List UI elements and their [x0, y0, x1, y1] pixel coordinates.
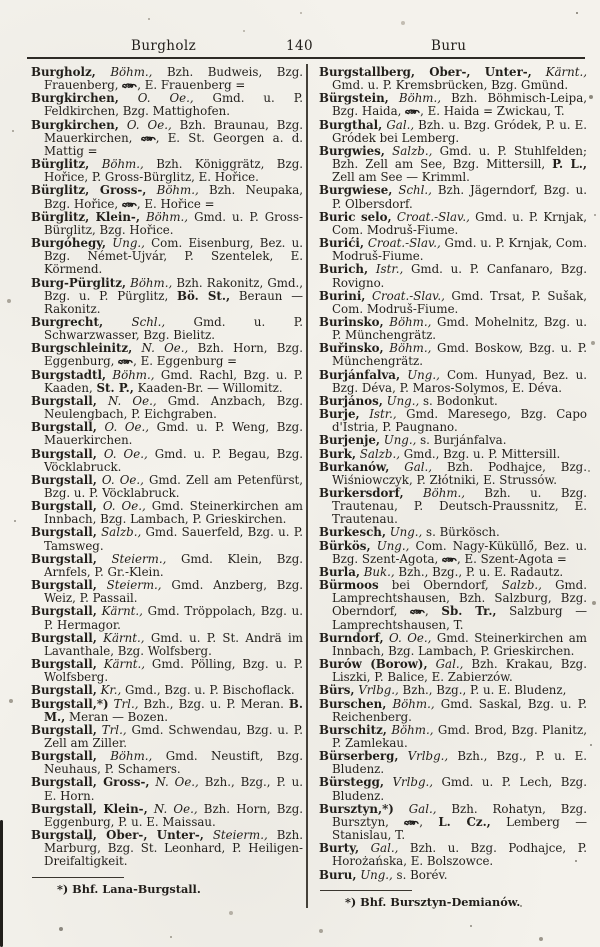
- entry-segment: Burgwies,: [319, 143, 385, 158]
- gazetteer-entry: [319, 263, 587, 289]
- entry-segment: N. Oe.,: [132, 341, 189, 356]
- gazetteer-entry: [319, 145, 587, 184]
- gazetteer-entry: [31, 448, 303, 474]
- gazetteer-entry: [31, 237, 303, 276]
- gazetteer-entry: [319, 842, 587, 868]
- entry-segment: Böhm.,: [95, 65, 153, 79]
- entry-segment: Burgstall,: [31, 657, 97, 672]
- entry-segment: Gmd. Boskow, Bzg. u. P. Münchengrätz.: [332, 341, 587, 369]
- entry-segment: Gmd., Bzg. u. P. Bischoflack.: [121, 683, 295, 698]
- entry-segment: Burla,: [319, 564, 360, 579]
- entry-segment: N. Oe.,: [147, 801, 198, 816]
- entry-segment: Burschitz,: [319, 722, 387, 737]
- entry-segment: Böhm.,: [89, 157, 144, 172]
- entry-segment: s. Borév.: [392, 867, 448, 882]
- entry-segment: Burgstall, Gross-,: [31, 775, 150, 790]
- entry-segment: Bürglitz, Klein-,: [31, 209, 140, 224]
- gazetteer-entry: [31, 277, 303, 316]
- entry-segment: Bzh. Böhmisch-Leipa, Bzg. Haida,: [332, 91, 587, 119]
- entry-segment: Kärnt.,: [96, 657, 146, 672]
- entry-segment: , E. Szent-Agota =: [457, 551, 567, 566]
- entry-segment: Bzh. Marburg, Bzg. St. Leonhard, P. Heiligen-Dreifaltigkeit.: [44, 828, 303, 869]
- entry-segment: , E. Eggenburg =: [133, 354, 238, 369]
- gazetteer-entry: [31, 316, 303, 342]
- entry-segment: Gmd. u. P. Krnjak, Com. Modruš-Fiume.: [332, 209, 588, 237]
- entry-segment: Burg-Pürglitz,: [31, 275, 127, 290]
- entry-segment: Burgholz,: [31, 65, 96, 79]
- gazetteer-entry: [319, 724, 587, 750]
- entry-segment: Salzburg — Lamprechtshausen, T.: [332, 604, 588, 632]
- entry-segment: Bzh. Horn, Bzg. Eggenburg, P. u. E. Maissau.: [44, 801, 303, 829]
- gazetteer-entry: [31, 158, 303, 184]
- entry-segment: Bzh., Bzg., P. u. E. Bludenz,: [398, 683, 567, 698]
- gazetteer-entry: [31, 119, 303, 158]
- entry-segment: Steierm.,: [96, 578, 162, 593]
- entry-segment: Kr.,: [96, 683, 122, 698]
- entry-segment: Com. Nagy-Küküllő, Bez. u. Bzg. Szent-Agota,: [332, 538, 588, 566]
- entry-segment: O. Oe.,: [118, 91, 194, 106]
- gazetteer-entry: [31, 750, 303, 776]
- entry-segment: Burgthal,: [319, 117, 383, 132]
- entry-segment: Gmd. u. P. Stuhlfelden; Bzh. Zell am See, Bzg. Mittersill,: [332, 143, 588, 172]
- entry-segment: Vrlbg.,: [383, 775, 433, 790]
- entry-segment: Burgstall,: [31, 472, 97, 487]
- entry-segment: Bzh. u. Bzg. Podhajce, P. Horożańska, E. Bolszowce.: [332, 841, 587, 869]
- entry-segment: Burgstall,: [31, 446, 97, 461]
- entry-segment: Burgrecht,: [31, 314, 104, 329]
- entry-segment: Croat.-Slav.,: [364, 236, 441, 251]
- entry-segment: Burgstall, Klein-,: [31, 801, 148, 816]
- gazetteer-entry: [319, 487, 587, 526]
- scan-edge-artifact-bar: [0, 820, 3, 947]
- entry-segment: Gmd. Trsat, P. Sušak, Com. Modruš-Fiume.: [332, 288, 587, 316]
- gazetteer-entry: [319, 408, 587, 434]
- entry-segment: Gal.,: [427, 657, 464, 672]
- entry-segment: Bürstegg,: [319, 775, 384, 790]
- gazetteer-entry: [319, 461, 587, 487]
- entry-segment: Meran — Bozen.: [65, 709, 168, 724]
- gazetteer-entry: [319, 211, 587, 237]
- entry-segment: Zell am See — Krimml.: [332, 170, 470, 185]
- gazetteer-entry: [319, 803, 587, 842]
- entry-segment: Bzh. Neupaka, Bzg. Hořice,: [44, 183, 303, 211]
- entry-segment: Gmd. Schwendau, Bzg. u. P. Zell am Ziller.: [44, 722, 304, 750]
- entry-segment: Burgóhegy,: [31, 236, 107, 251]
- gazetteer-entry: [319, 119, 587, 145]
- entry-segment: Gal.,: [359, 841, 399, 856]
- entry-segment: L. Cz.,: [438, 814, 491, 829]
- gazetteer-entry: [31, 184, 303, 210]
- entry-segment: Gmd. Lamprechtshausen, Bzh. Salzburg, Bzg. Oberndorf,: [332, 578, 587, 619]
- entry-segment: Steierm.,: [203, 828, 268, 843]
- entry-segment: Burgstall,: [31, 630, 97, 645]
- gazetteer-entry: [319, 290, 587, 316]
- entry-segment: Bzh. Rakonitz, Gmd., Bzg. u. P. Pürglitz,: [44, 275, 303, 303]
- footnote-text: *) Bhf. Lana-Burgstall.: [57, 881, 201, 896]
- entry-segment: Kärnt.,: [531, 65, 587, 79]
- entry-segment: Ung.,: [400, 367, 440, 382]
- entry-segment: B. M.,: [44, 696, 303, 724]
- entry-segment: Burkanów,: [319, 459, 390, 474]
- entry-segment: Ung.,: [106, 236, 145, 251]
- entry-segment: Burgschleinitz,: [31, 341, 133, 356]
- gazetteer-entry: [319, 579, 587, 632]
- posthorn-icon: [141, 135, 156, 143]
- gazetteer-entry: [319, 750, 587, 776]
- entry-segment: Beraun — Rakonitz.: [44, 288, 303, 316]
- entry-segment: Gmd., Bzg. u. P. Mittersill.: [399, 446, 561, 461]
- entry-segment: Bürkös,: [319, 538, 371, 553]
- gazetteer-entry: [319, 342, 587, 368]
- entry-segment: Bzh., Bzg., P. u. E. Horn.: [44, 775, 303, 803]
- entry-segment: Gmd. u. P. Gross-Bürglitz, Bzg. Hořice.: [44, 209, 303, 237]
- entry-segment: Kärnt.,: [96, 630, 145, 645]
- posthorn-icon: [442, 556, 457, 564]
- entry-segment: Istr.,: [359, 407, 397, 422]
- entry-segment: Burgstall,*): [31, 696, 109, 711]
- entry-segment: Burgstall,: [31, 393, 97, 408]
- gazetteer-entry: [31, 776, 303, 802]
- entry-segment: Burgstall,: [31, 578, 97, 593]
- entry-segment: Burjánfalva,: [319, 367, 401, 382]
- entry-segment: Burje,: [319, 407, 360, 422]
- entry-segment: Gal.,: [382, 117, 415, 132]
- entry-segment: Bürgstein,: [319, 91, 389, 106]
- gazetteer-entry: [319, 184, 587, 210]
- entry-segment: Bö. St.,: [177, 288, 231, 303]
- entry-segment: Bzh., Bzg. u. P. Meran.: [138, 696, 289, 711]
- entry-segment: Gmd. Anzbach, Bzg. Neulengbach, P. Eichgraben.: [44, 393, 303, 422]
- gazetteer-entry: [31, 658, 303, 684]
- column-right: [319, 66, 587, 909]
- gazetteer-entry: [31, 724, 303, 750]
- entry-segment: Salzb.,: [96, 525, 142, 540]
- entry-list-right: [319, 66, 587, 882]
- entry-segment: Burini,: [319, 288, 366, 303]
- entry-segment: Com. Hunyad, Bez. u. Bzg. Déva, P. Maros-Solymos, E. Déva.: [332, 367, 588, 395]
- entry-segment: Croat.-Slav.,: [391, 209, 470, 224]
- entry-segment: Burgstall,: [31, 551, 97, 566]
- entry-segment: Vrlbg.,: [354, 683, 399, 698]
- entry-segment: Kaaden-Br. — Willomitz.: [133, 380, 283, 395]
- gazetteer-entry: [319, 632, 587, 658]
- entry-segment: , E. Hořice =: [136, 196, 215, 211]
- entry-segment: Gmd. u. P. Lech, Bzg. Bludenz.: [332, 775, 587, 803]
- entry-segment: bei Oberndorf,: [378, 578, 489, 593]
- gazetteer-entry: [31, 369, 303, 395]
- entry-segment: Burkesch,: [319, 525, 386, 540]
- entry-segment: Böhm.,: [126, 275, 173, 290]
- entry-segment: Salzb.,: [356, 446, 400, 461]
- entry-segment: Gmd. Brod, Bzg. Planitz, P. Zamlekau.: [332, 722, 587, 750]
- entry-segment: O. Oe.,: [96, 420, 149, 435]
- entry-segment: Bzh., Bzg., P. u. E. Bludenz.: [332, 749, 587, 777]
- entry-segment: Gmd. u. P. Kremsbrücken, Bzg. Gmünd.: [332, 78, 569, 93]
- entry-segment: P. L.,: [552, 157, 587, 172]
- entry-segment: Burinsko,: [319, 314, 384, 329]
- entry-segment: Gmd. Maresego, Bzg. Capo d'Istria, P. Paugnano.: [332, 407, 587, 435]
- entry-segment: Gmd. Neustift, Bzg. Neuhaus, P. Schamers.: [44, 749, 303, 777]
- entry-segment: Gmd. Rachl, Bzg. u. P. Kaaden,: [44, 367, 304, 395]
- entry-segment: Bzh. Podhajce, Bzg. Wiśniowczyk, P. Złótniki, E. Strussów.: [332, 459, 587, 487]
- entry-segment: Lemberg — Stanislau, T.: [332, 814, 587, 843]
- entry-segment: O. Oe.,: [96, 499, 146, 514]
- entry-segment: Bzh. Horn, Bzg. Eggenburg,: [44, 341, 303, 369]
- entry-segment: Bzh. Jägerndorf, Bzg. u. P. Olbersdorf.: [332, 183, 587, 211]
- entry-segment: Gmd. Anzberg, Bzg. Weiz, P. Passail.: [44, 578, 303, 606]
- header-rule: [27, 57, 585, 59]
- entry-segment: Böhm.,: [403, 486, 466, 500]
- entry-segment: Gmd. u. P. Feldkirchen, Bzg. Mattighofen.: [44, 91, 303, 119]
- entry-segment: Böhm.,: [96, 749, 153, 764]
- scan-speckle-artifacts: [148, 18, 150, 20]
- gazetteer-entry: [31, 395, 303, 421]
- entry-segment: Steierm.,: [96, 551, 167, 566]
- entry-segment: Gmd. Sauerfeld, Bzg. u. P. Tamsweg.: [44, 525, 304, 553]
- entry-segment: Gal.,: [389, 459, 432, 474]
- entry-segment: Burkersdorf,: [319, 486, 404, 500]
- gazetteer-entry: [31, 526, 303, 552]
- entry-segment: Bursztyn,*): [319, 801, 394, 816]
- gazetteer-entry: [31, 829, 303, 868]
- entry-segment: Buric selo,: [319, 209, 392, 224]
- entry-segment: Burschen,: [319, 696, 387, 711]
- entry-segment: Buřinsko,: [319, 341, 384, 356]
- gazetteer-entry: [31, 421, 303, 447]
- posthorn-icon: [122, 201, 137, 209]
- entry-segment: Bzh. u. Bzg. Gródek, P. u. E. Gródek bei Lemberg.: [332, 117, 587, 145]
- gazetteer-entry: [319, 776, 587, 802]
- entry-segment: Gmd. Mohelnitz, Bzg. u. P. Münchengrätz.: [332, 314, 587, 343]
- entry-segment: Burgstall,: [31, 604, 97, 619]
- gazetteer-entry: [319, 540, 587, 566]
- entry-segment: s. Burjánfalva.: [416, 433, 507, 448]
- gazetteer-entry: [319, 658, 587, 684]
- gazetteer-entry: [319, 698, 587, 724]
- gazetteer-entry: [31, 211, 303, 237]
- entry-segment: Burgstall,: [31, 420, 97, 435]
- gazetteer-entry: [31, 342, 303, 368]
- entry-segment: Burgstall,: [31, 525, 97, 540]
- entry-segment: Salzb.,: [488, 578, 542, 593]
- entry-segment: s. Bürkösch.: [422, 525, 500, 540]
- entry-segment: Bzh. Braunau, Bzg. Mauerkirchen,: [44, 117, 303, 145]
- entry-segment: Gmd. Steinerkirchen am Innbach, Bzg. Lambach, P. Grieskirchen.: [44, 499, 303, 527]
- entry-segment: Ung.,: [370, 538, 410, 553]
- entry-segment: Gmd. u. P. Canfanaro, Bzg. Rovigno.: [332, 262, 587, 290]
- entry-segment: Ung.,: [382, 393, 420, 408]
- entry-segment: , E. Haida = Zwickau, T.: [420, 104, 565, 119]
- entry-segment: Istr.,: [368, 262, 404, 277]
- entry-segment: Böhm.,: [139, 209, 189, 224]
- gazetteer-entry: [31, 632, 303, 658]
- entry-segment: Bzh. Krakau, Bzg. Liszki, P. Balice, E. Zabierzów.: [332, 657, 587, 685]
- entry-segment: Burgstall,: [31, 722, 97, 737]
- entry-segment: Burndorf,: [319, 630, 384, 645]
- posthorn-icon: [404, 819, 419, 827]
- entry-segment: N. Oe.,: [96, 393, 157, 408]
- entry-segment: N. Oe.,: [149, 775, 199, 790]
- entry-segment: Gmd. u. P. Weng, Bzg. Mauerkirchen.: [44, 420, 303, 448]
- gazetteer-entry: [31, 698, 303, 724]
- entry-segment: Gmd. Saskal, Bzg. u. P. Reichenberg.: [332, 696, 587, 724]
- entry-segment: Böhm.,: [388, 91, 441, 106]
- entry-segment: Gmd. u. P. St. Andrä im Lavanthale, Bzg. Wolfsberg.: [44, 630, 303, 658]
- gazetteer-entry: [31, 803, 303, 829]
- entry-segment: Trl.,: [108, 696, 139, 711]
- gazetteer-entry: [319, 237, 587, 263]
- gazetteer-entry: [319, 92, 587, 118]
- entry-segment: Böhm.,: [386, 722, 434, 737]
- entry-segment: Bürmoos: [319, 578, 379, 593]
- entry-segment: Salzb.,: [384, 143, 433, 158]
- entry-segment: Böhm.,: [146, 183, 199, 198]
- entry-segment: O. Oe.,: [96, 446, 148, 461]
- gazetteer-entry: [319, 869, 587, 882]
- column-divider-rule: [306, 64, 308, 908]
- entry-segment: Burjános,: [319, 393, 383, 408]
- entry-segment: Burgstall,: [31, 749, 97, 764]
- entry-segment: Burgstadtl,: [31, 367, 107, 382]
- entry-segment: Ung.,: [380, 433, 417, 448]
- entry-segment: Gmd. Steinerkirchen am Innbach, Bzg. Lambach, P. Grieskirchen.: [332, 630, 587, 658]
- entry-segment: Burgstall,: [31, 683, 97, 698]
- entry-segment: Böhm.,: [106, 367, 155, 382]
- column-left: [31, 66, 303, 896]
- entry-segment: s. Bodonkut.: [419, 393, 498, 408]
- entry-segment: Burty,: [319, 841, 360, 856]
- entry-segment: Burgkirchen,: [31, 91, 119, 106]
- entry-segment: , E. Frauenberg =: [137, 78, 246, 93]
- entry-segment: Gmd. Tröppolach, Bzg. u. P. Hermagor.: [44, 604, 303, 632]
- entry-segment: Burgkirchen,: [31, 117, 119, 132]
- entry-segment: Burgstall, Ober-, Unter-,: [31, 828, 204, 843]
- gazetteer-entry: [319, 66, 587, 92]
- entry-segment: Bzh. u. Bzg. Trautenau, P. Deutsch-Praussnitz, E. Trautenau.: [332, 486, 588, 527]
- gazetteer-entry: [31, 579, 303, 605]
- entry-segment: Croat.-Slav.,: [365, 288, 445, 303]
- running-header-last-entry: Buru: [431, 38, 467, 54]
- gazetteer-entry: [31, 92, 303, 118]
- gazetteer-entry: [319, 369, 587, 395]
- running-header-first-entry: Burgholz: [131, 38, 197, 54]
- gazetteer-entry: [31, 474, 303, 500]
- entry-segment: Gmd. u. P. Begau, Bzg. Vöcklabruck.: [44, 446, 303, 474]
- entry-segment: Gmd. Klein, Bzg. Arnfels, P. Gr.-Klein.: [44, 551, 303, 579]
- entry-segment: Schl.,: [392, 183, 432, 198]
- gazetteer-entry: [31, 66, 303, 92]
- entry-segment: Burgwiese,: [319, 183, 393, 198]
- entry-segment: Bürglitz, Gross-,: [31, 183, 147, 198]
- gazetteer-entry: [31, 605, 303, 631]
- entry-segment: Böhm.,: [386, 696, 435, 711]
- entry-segment: O. Oe.,: [383, 630, 432, 645]
- entry-segment: Burów (Borow),: [319, 657, 428, 672]
- entry-list-left: [31, 66, 303, 869]
- entry-segment: Com. Eisenburg, Bez. u. Bzg. Német-Ujvár, P. Szentelek, E. Körmend.: [44, 236, 304, 277]
- entry-segment: Burgstallberg, Ober-, Unter-,: [319, 65, 532, 79]
- entry-segment: , E. St. Georgen a. d. Mattig =: [44, 130, 303, 158]
- entry-segment: Ung.,: [385, 525, 423, 540]
- entry-segment: St. P.,: [96, 380, 134, 395]
- posthorn-icon: [410, 608, 425, 616]
- entry-segment: Buk.,: [360, 564, 395, 579]
- entry-segment: Sb. Tr.,: [441, 604, 497, 619]
- entry-segment: Bürglitz,: [31, 157, 90, 172]
- entry-segment: O. Oe.,: [96, 472, 144, 487]
- gazetteer-entry: [31, 553, 303, 579]
- entry-segment: Ung.,: [356, 867, 393, 882]
- posthorn-icon: [118, 358, 133, 366]
- entry-segment: Bzh. Rohatyn, Bzg. Bursztyn,: [332, 801, 587, 829]
- footnote-text: *) Bhf. Bursztyn-Demianów.: [345, 894, 521, 909]
- entry-segment: ,: [425, 604, 442, 619]
- entry-segment: Gmd. u. P. Krnjak, Com. Modruš-Fiume.: [332, 236, 587, 264]
- entry-segment: Gal.,: [393, 801, 437, 816]
- gazetteer-entry: [319, 316, 587, 342]
- entry-segment: Bürserberg,: [319, 749, 399, 764]
- entry-segment: Böhm.,: [383, 314, 432, 329]
- entry-segment: Burjenje,: [319, 433, 380, 448]
- entry-segment: Gmd. Zell am Petenfürst, Bzg. u. P. Vöcklabruck.: [44, 472, 303, 500]
- entry-segment: Gmd. Pölling, Bzg. u. P. Wolfsberg.: [44, 657, 303, 685]
- posthorn-icon: [405, 108, 420, 116]
- entry-segment: Bürs,: [319, 683, 355, 698]
- entry-segment: Bzh. Budweis, Bzg. Frauenberg,: [44, 65, 303, 93]
- entry-segment: O. Oe.,: [118, 117, 172, 132]
- entry-segment: Bzh., Bzg., P. u. E. Radautz.: [394, 564, 564, 579]
- footnote-separator-rule: [320, 890, 412, 891]
- entry-segment: Trl.,: [96, 722, 127, 737]
- entry-segment: Burići,: [319, 236, 365, 251]
- entry-segment: Schl.,: [103, 314, 166, 329]
- entry-segment: Burgstall,: [31, 499, 97, 514]
- entry-segment: Vrlbg.,: [398, 749, 449, 764]
- entry-segment: Burk,: [319, 446, 357, 461]
- footnote-separator-rule: [32, 877, 124, 878]
- entry-segment: Buru,: [319, 867, 357, 882]
- gazetteer-entry: [31, 500, 303, 526]
- posthorn-icon: [122, 82, 137, 90]
- entry-segment: Kärnt.,: [96, 604, 143, 619]
- entry-segment: Burich,: [319, 262, 369, 277]
- entry-segment: Bzh. Königgrätz, Bzg. Hořice, P. Gross-Bürglitz, E. Hořice.: [44, 157, 303, 185]
- entry-segment: Gmd. u. P. Schwarzwasser, Bzg. Bielitz.: [44, 314, 303, 343]
- entry-segment: Böhm.,: [383, 341, 432, 356]
- entry-segment: ,: [419, 814, 439, 829]
- page-number: 140: [286, 38, 313, 54]
